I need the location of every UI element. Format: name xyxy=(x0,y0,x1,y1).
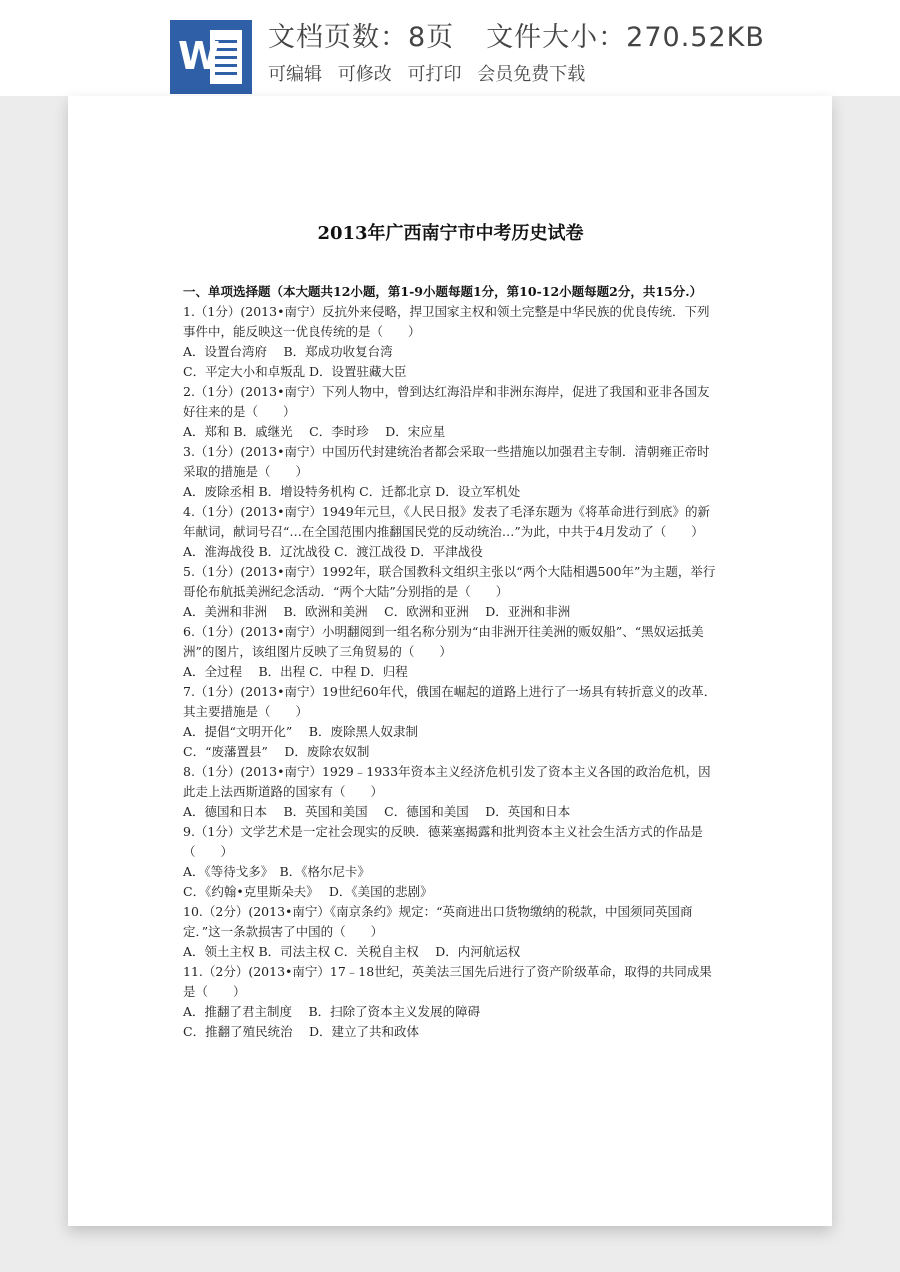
question-text: 3.（1分）(2013•南宁）中国历代封建统治者都会采取一些措施以加强君主专制．清朝雍正帝时采取的措施是（ ） xyxy=(183,444,710,479)
question-item xyxy=(183,302,718,382)
question-text: 5.（1分）(2013•南宁）1992年，联合国教科文组织主张以“两个大陆相遇500年”为主题，举行哥伦布航抵美洲纪念活动．“两个大陆”分别指的是（ ） xyxy=(183,564,716,599)
question-options: A．《等待戈多》 B．《格尔尼卡》 xyxy=(183,864,370,879)
question-item xyxy=(183,562,718,622)
question-item xyxy=(183,382,718,442)
question-list xyxy=(183,302,718,1042)
question-item xyxy=(183,682,718,762)
feature-modifiable: 可修改 xyxy=(337,64,392,85)
feature-member-download: 会员免费下载 xyxy=(477,64,586,85)
feature-editable: 可编辑 xyxy=(268,64,322,85)
section-heading: 一、单项选择题（本大题共12小题，第1-9小题每题1分，第10-12小题每题2分，共15分.） xyxy=(183,284,703,299)
question-item xyxy=(183,442,718,502)
question-options: C．推翻了殖民统治 D．建立了共和政体 xyxy=(183,1024,420,1039)
document-page xyxy=(68,96,832,1226)
question-options: A．全过程 B．出程 C．中程 D．归程 xyxy=(183,664,408,679)
question-text: 2.（1分）(2013•南宁）下列人物中，曾到达红海沿岸和非洲东海岸，促进了我国和亚非各国友好往来的是（ ） xyxy=(183,384,710,419)
question-options: C．“废藩置县” D．废除农奴制 xyxy=(183,744,370,759)
page-count: 文档页数：8页 xyxy=(268,22,455,53)
document-title: 2013年广西南宁市中考历史试卷 xyxy=(317,223,584,244)
question-options: A．推翻了君主制度 B．扫除了资本主义发展的障碍 xyxy=(183,1004,481,1019)
word-document-icon xyxy=(170,20,252,94)
question-text: 10.（2分）(2013•南宁）《南京条约》规定：“英商进出口货物缴纳的税款，中国须同英国商定．”这一条款损害了中国的（ ） xyxy=(183,904,693,939)
question-text: 1.（1分）(2013•南宁）反抗外来侵略，捍卫国家主权和领土完整是中华民族的优良传统．下列事件中，能反映这一优良传统的是（ ） xyxy=(183,304,710,339)
question-item xyxy=(183,962,718,1042)
download-banner xyxy=(0,0,900,96)
question-item xyxy=(183,762,718,822)
file-info xyxy=(268,22,765,86)
feature-list xyxy=(268,60,765,86)
question-text: 8.（1分）(2013•南宁）1929﹣1933年资本主义经济危机引发了资本主义各国的政治危机，因此走上法西斯道路的国家有（ ） xyxy=(183,764,711,799)
question-options: C．《约翰•克里斯朵夫》 D．《美国的悲剧》 xyxy=(183,884,433,899)
question-item xyxy=(183,622,718,682)
question-options: A．领土主权 B．司法主权 C．关税自主权 D．内河航运权 xyxy=(183,944,521,959)
question-text: 11.（2分）(2013•南宁）17﹣18世纪，英美法三国先后进行了资产阶级革命，取得的共同成果是（ ） xyxy=(183,964,712,999)
question-options: C．平定大小和卓叛乱 D．设置驻藏大臣 xyxy=(183,364,407,379)
feature-printable: 可打印 xyxy=(407,64,462,85)
question-text: 6.（1分）(2013•南宁）小明翻阅到一组名称分别为“由非洲开往美洲的贩奴船”、“黑奴运抵美洲”的图片，该组图片反映了三角贸易的（ ） xyxy=(183,624,704,659)
question-text: 7.（1分）(2013•南宁）19世纪60年代，俄国在崛起的道路上进行了一场具有转折意义的改革．其主要措施是（ ） xyxy=(183,684,717,719)
question-options: A．设置台湾府 B．郑成功收复台湾 xyxy=(183,344,393,359)
question-options: A．郑和 B．戚继光 C．李时珍 D．宋应星 xyxy=(183,424,446,439)
question-options: A．德国和日本 B．英国和美国 C．德国和美国 D．英国和日本 xyxy=(183,804,571,819)
document-body xyxy=(183,222,718,1042)
word-logo-letter: W xyxy=(178,34,220,78)
question-item xyxy=(183,502,718,562)
question-item xyxy=(183,902,718,962)
question-text: 9.（1分）文学艺术是一定社会现实的反映．德莱塞揭露和批判资本主义社会生活方式的作品是（ ） xyxy=(183,824,703,859)
question-text: 4.（1分）(2013•南宁）1949年元旦，《人民日报》发表了毛泽东题为《将革命进行到底》的新年献词，献词号召“…在全国范围内推翻国民党的反动统治…”为此，中共于4月发动了（ ） xyxy=(183,504,711,539)
question-options: A．美洲和非洲 B．欧洲和美洲 C．欧洲和亚洲 D．亚洲和非洲 xyxy=(183,604,571,619)
question-options: A．提倡“文明开化” B．废除黑人奴隶制 xyxy=(183,724,418,739)
question-item xyxy=(183,822,718,902)
file-size: 文件大小：270.52KB xyxy=(486,22,765,53)
question-options: A．废除丞相 B．增设特务机构 C．迁都北京 D．设立军机处 xyxy=(183,484,521,499)
question-options: A．淮海战役 B．辽沈战役 C．渡江战役 D．平津战役 xyxy=(183,544,483,559)
